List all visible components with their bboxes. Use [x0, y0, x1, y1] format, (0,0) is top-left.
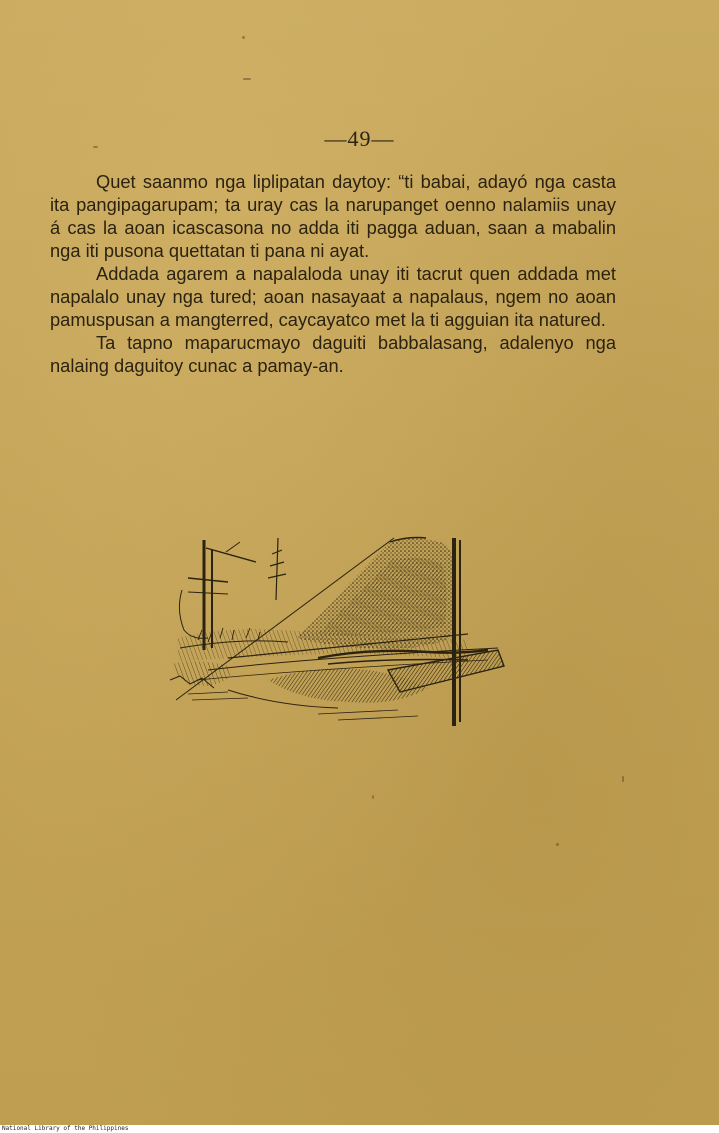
page-number: —49— [324, 126, 395, 151]
landscape-illustration [168, 530, 510, 730]
right-post [452, 538, 461, 726]
library-credit: National Library of the Philippines [2, 1125, 719, 1133]
paragraph-3: Ta tapno maparucmayo daguiti babbalasang, adalenyo nga nalaing daguitoy cunac a pamay-an. [50, 332, 616, 376]
paragraph-1: Quet saanmo nga liplipatan daytoy: “ti babai, adayó nga casta ita pangipagarupam; ta uray cas la narupanget oenno nalamiis unay á cas la aoan icascasona no adda iti pagga aduan, saan a mabalin nga iti pusona quettatan ti pana ni ayat. [50, 171, 616, 261]
paragraph-2: Addada agarem a napalaloda unay iti tacrut quen addada met napalalo unay nga tured; aoan nasayaat a napalaus, ngem no aoan pamuspusan a mangterred, caycayatco met la ti agguian ita natured. [50, 263, 616, 330]
body-text [50, 170, 616, 377]
